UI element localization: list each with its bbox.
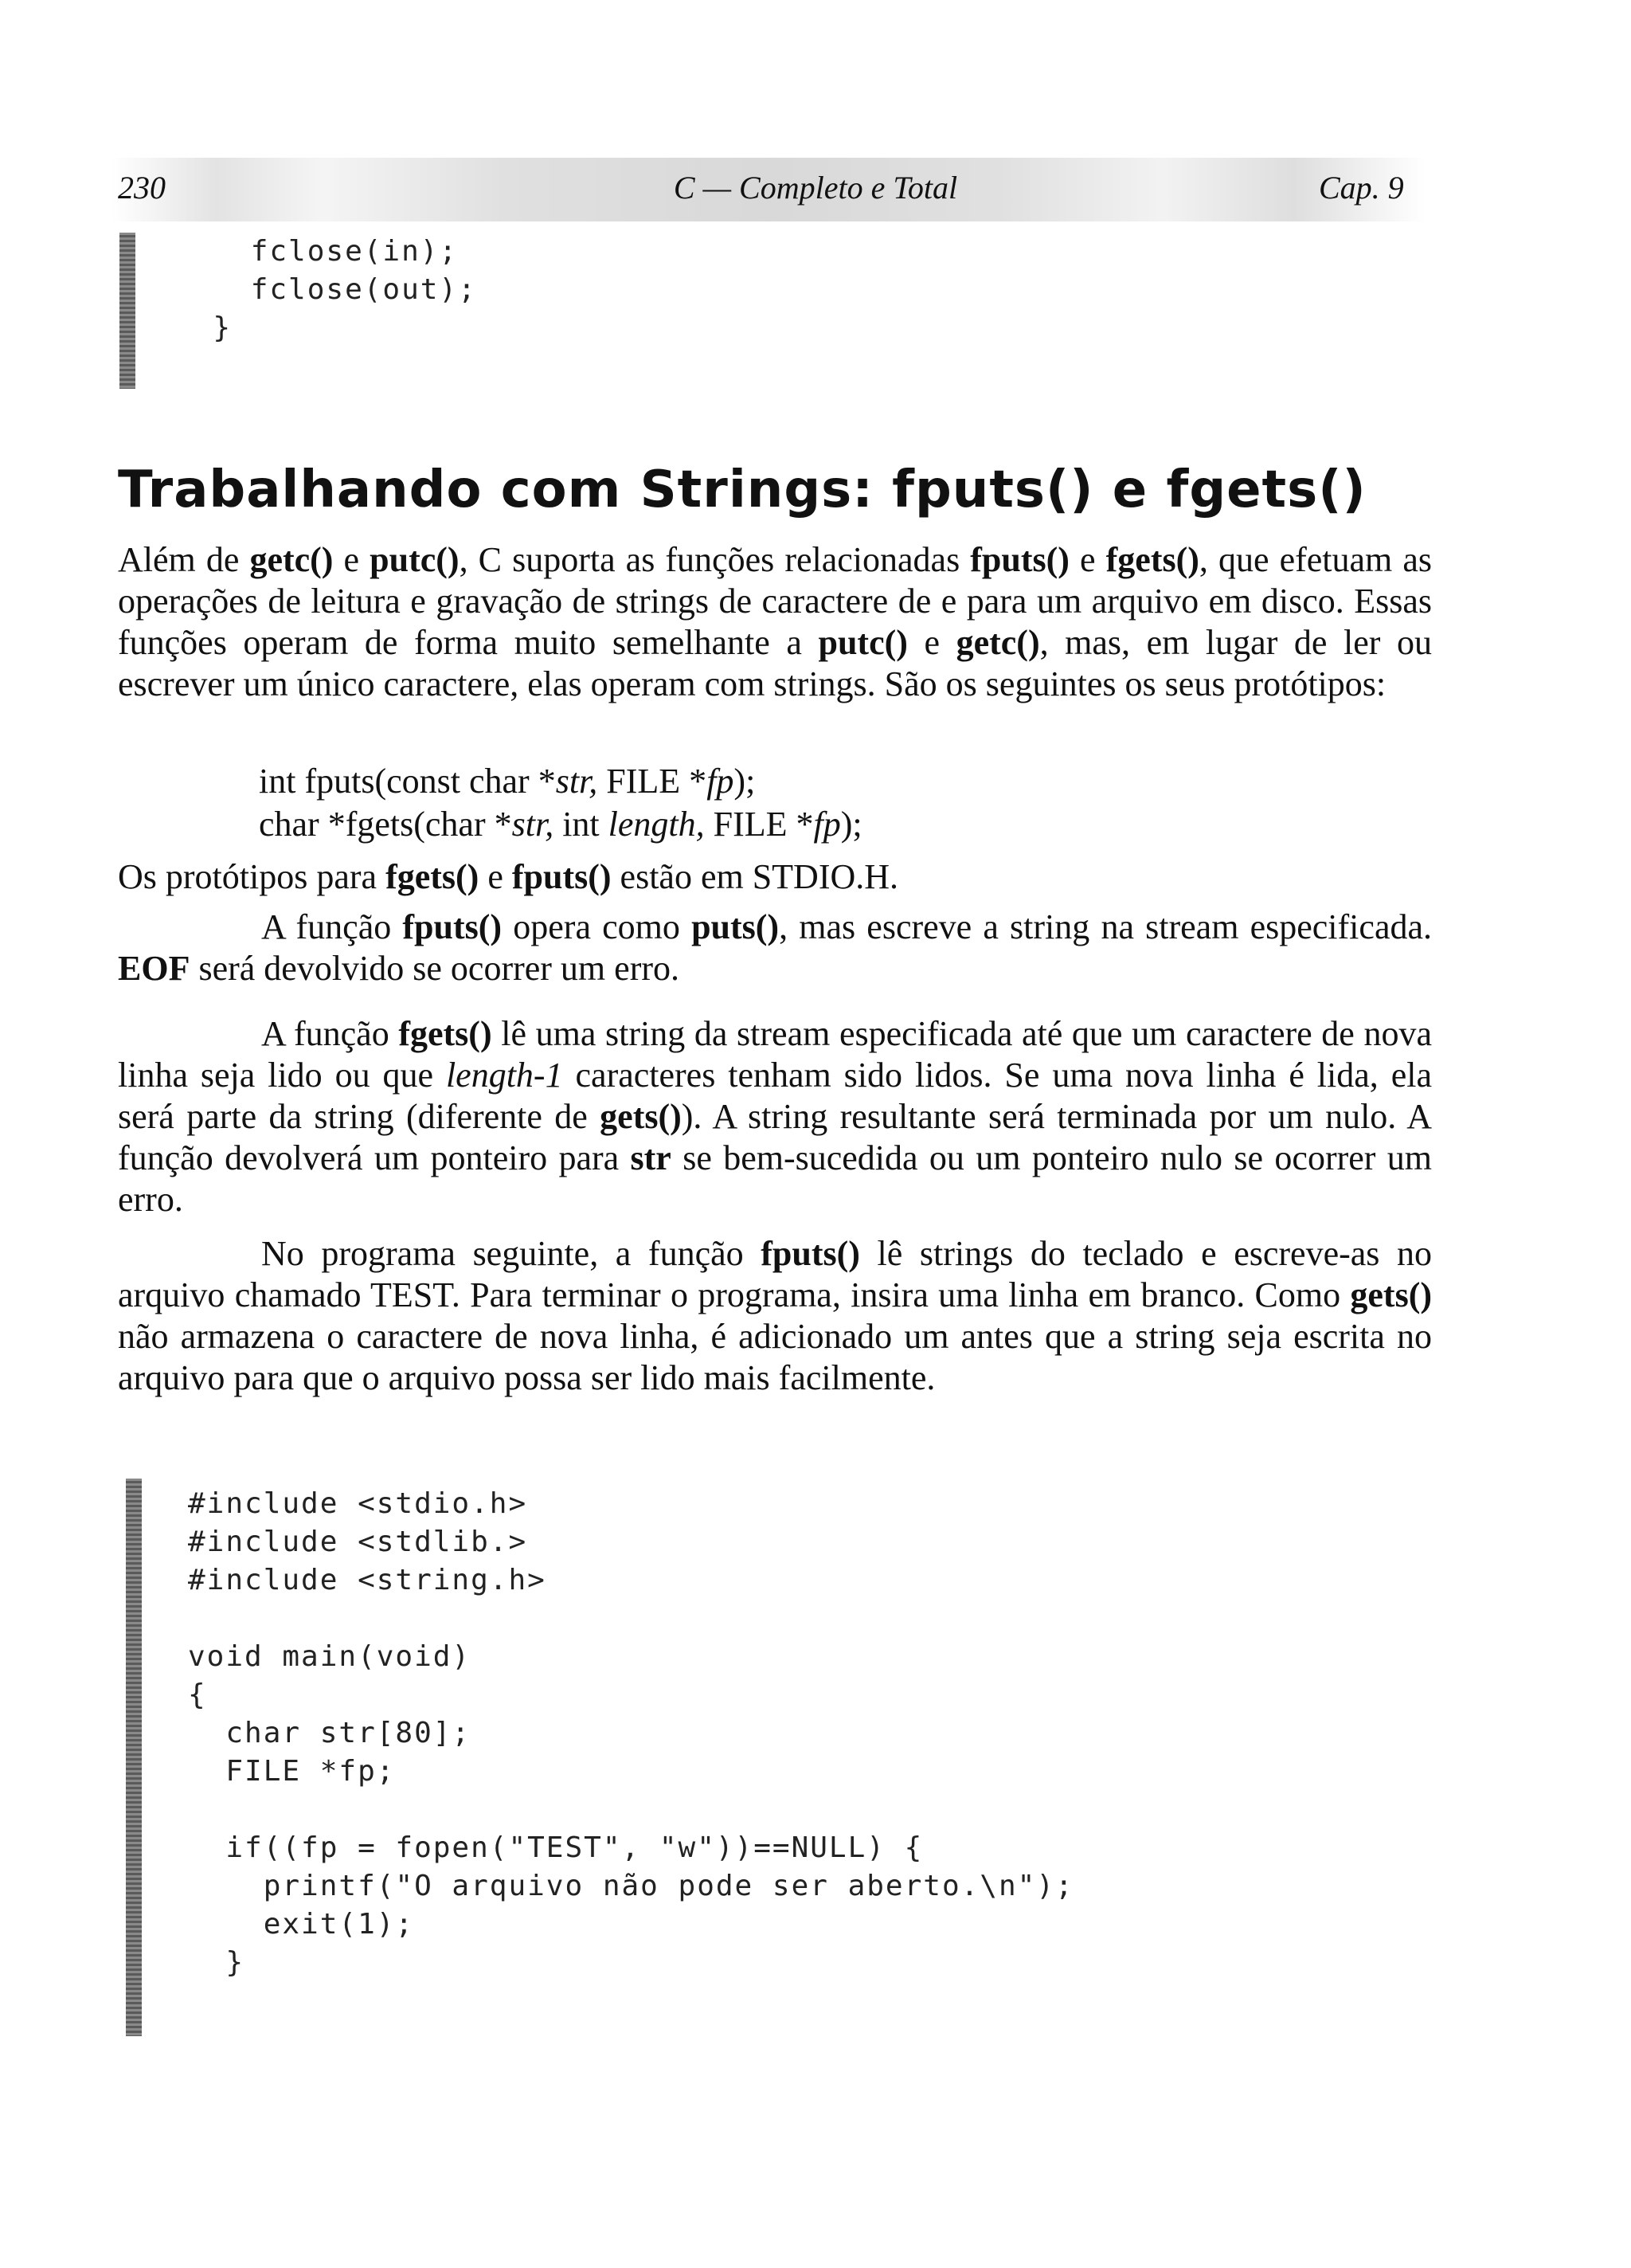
text-run: int bbox=[553, 805, 608, 844]
bold-term: putc() bbox=[818, 623, 908, 662]
italic-term: str, bbox=[555, 762, 598, 801]
code-listing-top: fclose(in); fclose(out); } bbox=[213, 235, 477, 344]
text-run: e bbox=[333, 540, 370, 579]
italic-term: fp bbox=[813, 805, 841, 844]
bold-term: getc() bbox=[249, 540, 334, 579]
bold-term: gets() bbox=[600, 1097, 682, 1136]
text-run: char *fgets(char * bbox=[259, 805, 512, 844]
bold-term: fgets() bbox=[385, 857, 479, 896]
text-run: ). A string resultante será terminada por um nulo. A função devolverá um ponteiro para bbox=[118, 1097, 1433, 1177]
bold-term: fputs() bbox=[402, 907, 503, 946]
paragraph-fgets bbox=[118, 1013, 1432, 1220]
text-run: , mas escreve a string na stream especificada. bbox=[779, 907, 1432, 946]
text-run: estão em STDIO.H. bbox=[611, 857, 899, 896]
text-run: , C suporta as funções relacionadas bbox=[459, 540, 971, 579]
code-margin-bar bbox=[126, 1479, 142, 2036]
prototype-fgets bbox=[259, 804, 862, 845]
bold-term: fputs() bbox=[511, 857, 612, 896]
text-run: , que efetuam as operações de leitura e gravação de strings de caractere de e para um arquivo em disco. Essas funções operam de forma muito semelhante a bbox=[118, 540, 1433, 662]
prototype-fputs bbox=[259, 761, 755, 802]
text-run: Os protótipos para bbox=[118, 857, 386, 896]
section-heading: Trabalhando com Strings: fputs() e fgets() bbox=[118, 460, 1367, 519]
text-run: , mas, em lugar de ler ou escrever um único caractere, elas operam com strings. São os seguintes os seus protótipos: bbox=[118, 623, 1432, 703]
book-title: C — Completo e Total bbox=[673, 170, 958, 206]
text-run: caracteres tenham sido lidos. Se uma nova linha é lida, ela será parte da string (diferente de bbox=[118, 1056, 1432, 1136]
paragraph-header-file bbox=[118, 856, 1432, 898]
text-run: ); bbox=[733, 762, 756, 801]
italic-term: str, bbox=[511, 805, 554, 844]
italic-term: length-1 bbox=[445, 1056, 563, 1095]
paragraph-intro bbox=[118, 539, 1432, 705]
text-run: ); bbox=[840, 805, 862, 844]
text-run: No programa seguinte, a função bbox=[261, 1234, 761, 1273]
paragraph-fputs bbox=[118, 907, 1432, 989]
bold-term: fgets() bbox=[1105, 540, 1199, 579]
text-run: e bbox=[1069, 540, 1106, 579]
italic-term: fp bbox=[706, 762, 734, 801]
text-run: Além de bbox=[118, 540, 250, 579]
bold-term: str bbox=[630, 1138, 671, 1177]
text-run: e bbox=[479, 857, 512, 896]
text-run: lê strings do teclado e escreve-as no arquivo chamado TEST. Para terminar o programa, insira uma linha em branco. Como bbox=[118, 1234, 1433, 1314]
code-margin-bar bbox=[119, 233, 135, 389]
text-run: A função bbox=[261, 907, 403, 946]
bold-term: putc() bbox=[370, 540, 460, 579]
text-run: A função bbox=[261, 1014, 399, 1053]
bold-term: fputs() bbox=[970, 540, 1070, 579]
code-listing-bottom: #include <stdio.h> #include <stdlib.> #include <string.h> void main(void) { char str[80]; FILE *fp; if((fp = fopen("TEST", "w"))==NULL) { printf("O arquivo não pode ser aberto.\n"); exit(1); } bbox=[188, 1487, 1074, 1979]
bold-term: EOF bbox=[118, 949, 190, 988]
bold-term: gets() bbox=[1350, 1275, 1432, 1314]
text-run: se bem-sucedida ou um ponteiro nulo se ocorrer um erro. bbox=[118, 1138, 1433, 1219]
text-run: será devolvido se ocorrer um erro. bbox=[190, 949, 679, 988]
paragraph-example bbox=[118, 1233, 1432, 1399]
text-run: e bbox=[907, 623, 956, 662]
bold-term: getc() bbox=[956, 623, 1040, 662]
text-run: não armazena o caractere de nova linha, é adicionado um antes que a string seja escrita no arquivo para que o arquivo possa ser lido mais facilmente. bbox=[118, 1317, 1432, 1397]
bold-term: fputs() bbox=[761, 1234, 860, 1273]
text-run: lê uma string da stream especificada até que um caractere de nova linha seja lido ou que bbox=[118, 1014, 1433, 1095]
text-run: opera como bbox=[502, 907, 692, 946]
bold-term: fgets() bbox=[398, 1014, 492, 1053]
text-run: FILE * bbox=[704, 805, 814, 844]
page-number: 230 bbox=[118, 170, 166, 206]
text-run: int fputs(const char * bbox=[259, 762, 556, 801]
bold-term: puts() bbox=[691, 907, 780, 946]
text-run: FILE * bbox=[597, 762, 707, 801]
italic-term: length, bbox=[608, 805, 705, 844]
chapter-label: Cap. 9 bbox=[1319, 170, 1404, 206]
